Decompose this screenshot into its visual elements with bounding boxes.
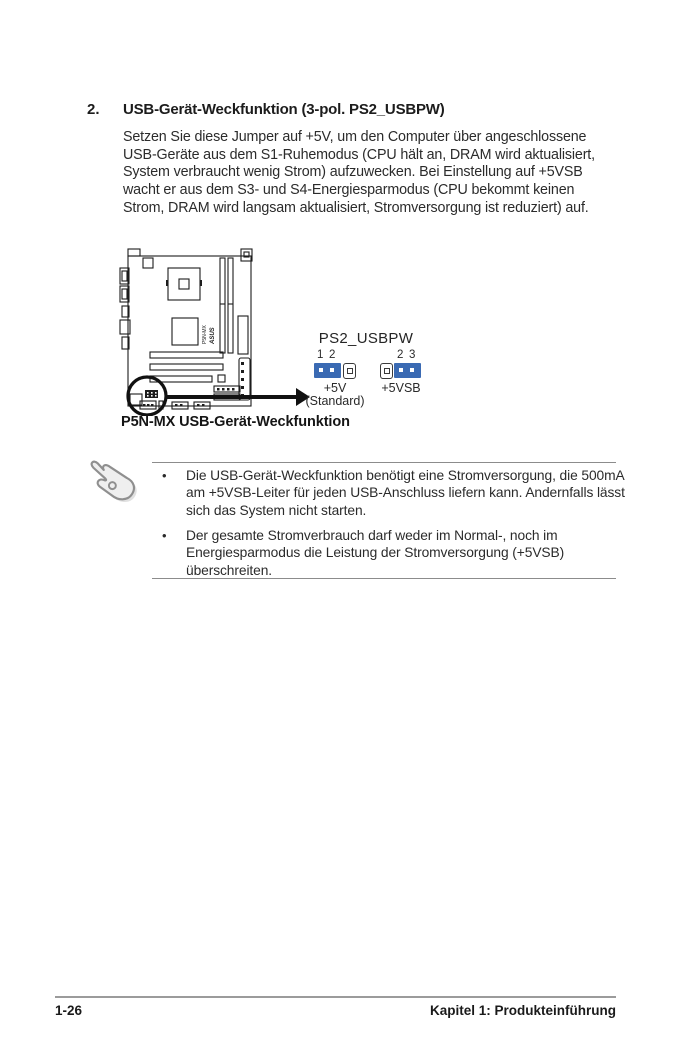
- note-bullet-2: •: [162, 528, 167, 543]
- jumper-title: PS2_USBPW: [318, 330, 414, 347]
- note-item-2: Der gesamte Stromverbrauch darf weder im Normal-, noch im Energiesparmodus die Leistung der Stromversorgung (+5VSB) überschreiten.: [186, 528, 565, 578]
- footer-rule: [55, 996, 616, 998]
- jumper-5v-label: +5V: [323, 381, 347, 395]
- header-block: [218, 375, 225, 382]
- body-paragraph: Setzen Sie diese Jumper auf +5V, um den Computer über angeschlossene USB-Geräte aus dem S1-Ruhemodus (CPU hält an, DRAM wird aktualisiert, System verbraucht wenig Strom) aufzuwecken. Bei Einstellung auf +5VSB wacht er aus dem S3- und S4-Energiesparmodus (CPU bekommt keinen Strom, DRAM wird langsam aktualisiert, Stromversorgung ist reduziert) auf.: [123, 129, 595, 216]
- cpu-socket-inner: [179, 279, 189, 289]
- note-rule-top: [152, 462, 616, 463]
- jumper-setting-5v: [314, 349, 356, 379]
- jumper-cap-23: [394, 363, 421, 378]
- serial-port-inner: [122, 289, 127, 299]
- section-title: USB-Gerät-Weckfunktion (3-pol. PS2_USBPW): [123, 101, 445, 118]
- expansion-slot-2: [150, 364, 223, 370]
- section-number: 2.: [87, 101, 100, 118]
- page-number: 1-26: [55, 1003, 83, 1018]
- note-bullet-1: •: [162, 468, 167, 483]
- open-pin-1: [380, 363, 393, 379]
- dimm-slot-1: [220, 258, 225, 353]
- pcie-slot: [238, 316, 248, 354]
- jumper-cap-12: [314, 363, 341, 378]
- atx-connector: [239, 358, 250, 400]
- callout-arrow-shaft: [166, 395, 298, 399]
- figure-caption: P5N-MX USB-Gerät-Weckfunktion: [121, 414, 350, 430]
- pin-label-1: 1: [317, 349, 324, 361]
- board-model-label: P5N-MX: [202, 325, 208, 344]
- note-hand-icon: [88, 458, 140, 510]
- chapter-title: Kapitel 1: Produkteinführung: [429, 1003, 616, 1018]
- open-pin-3: [343, 363, 356, 379]
- board-brand-label: ASUS: [210, 327, 216, 344]
- motherboard-diagram: [110, 246, 262, 416]
- footer: [55, 1003, 616, 1018]
- jumper-5v-sublabel: (Standard): [305, 394, 365, 408]
- ps2-port: [128, 249, 140, 256]
- vga-port-inner: [122, 271, 127, 281]
- io-chip: [143, 258, 153, 268]
- pin-label-3b: 3: [409, 349, 416, 361]
- dimm-slot-2: [228, 258, 233, 353]
- expansion-slot-1: [150, 352, 223, 358]
- pin-label-2: 2: [329, 349, 336, 361]
- jumper-setting-5vsb: [380, 349, 422, 379]
- cpu-socket-tab-right: [200, 280, 202, 286]
- cpu-socket-tab-left: [166, 280, 168, 286]
- jumper-5vsb-label: +5VSB: [381, 381, 421, 395]
- usbpw-jumper-location: [145, 390, 158, 398]
- atx12v-connector: [241, 249, 252, 261]
- cpu-socket: [168, 268, 200, 300]
- note-item-1: Die USB-Gerät-Weckfunktion benötigt eine Stromversorgung, die 500mA am +5VSB-Leiter für jeden USB-Anschluss liefern kann. Andernfalls lässt sich das System nicht starten.: [186, 468, 625, 518]
- pin-label-2b: 2: [397, 349, 404, 361]
- chipset: [172, 318, 198, 345]
